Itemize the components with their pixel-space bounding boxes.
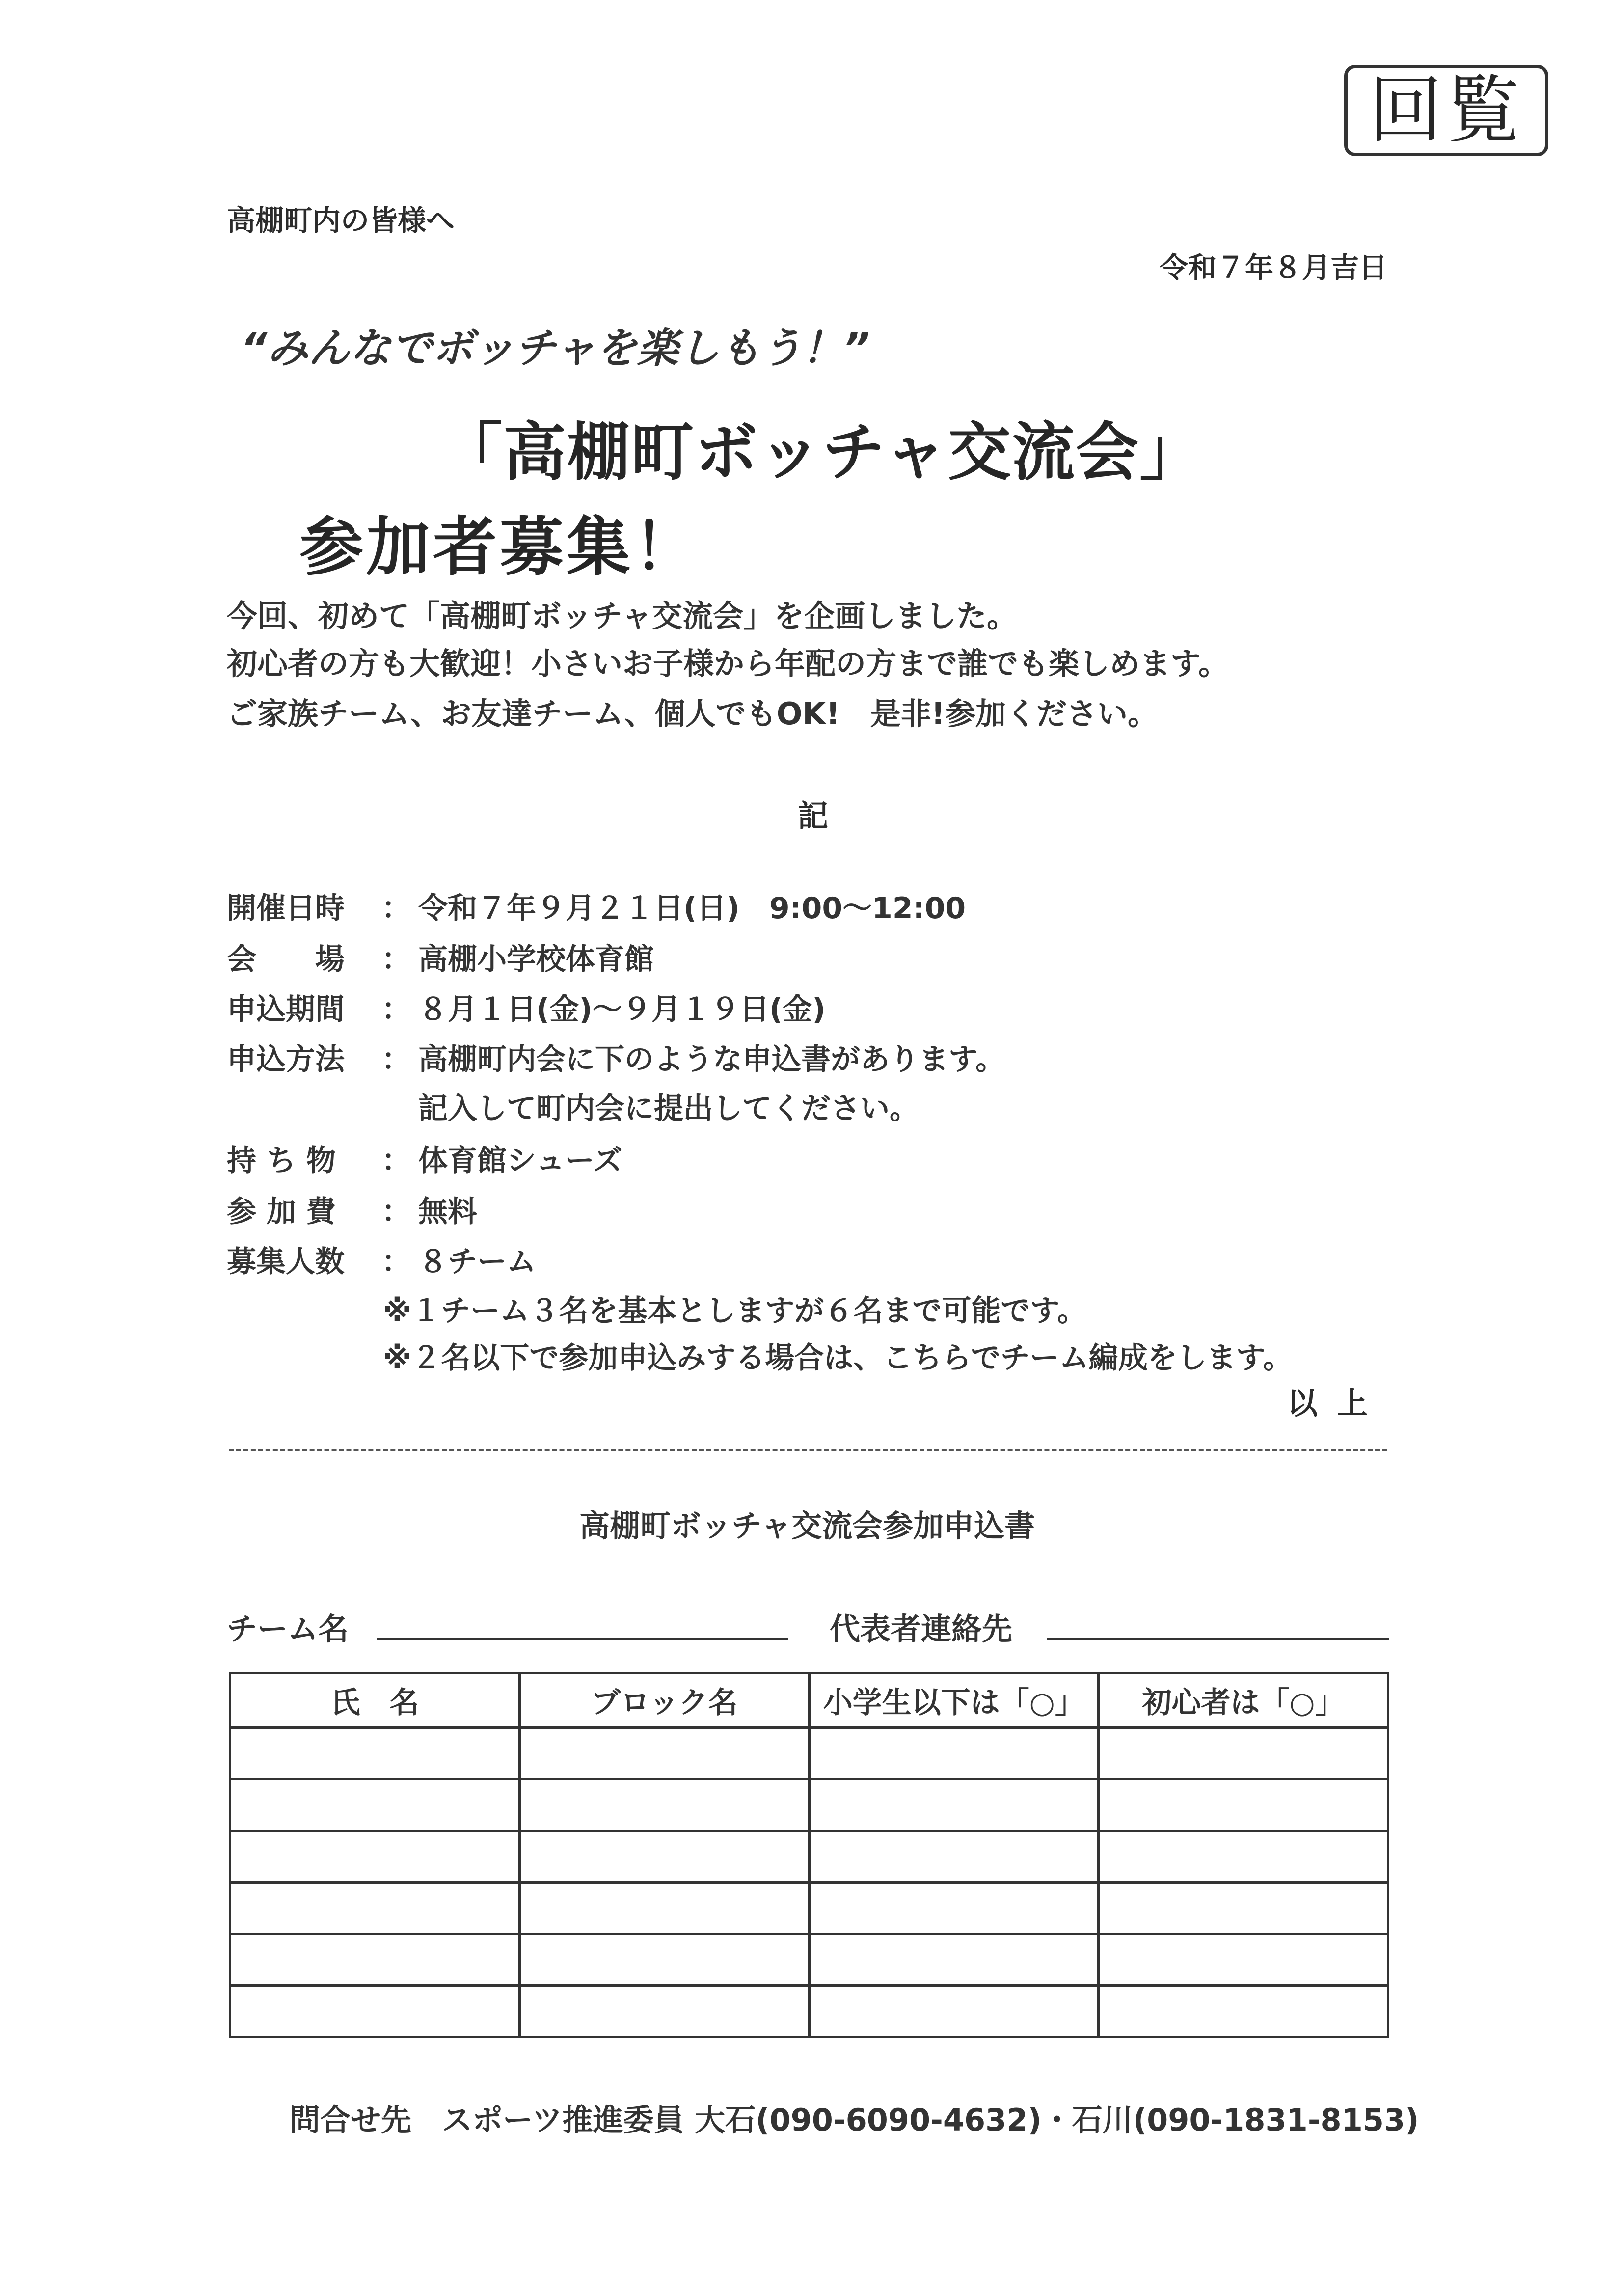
detail-items [227,1137,622,1179]
intro-line-2: 初心者の方も大歓迎！小さいお子様から年配の方まで誰でも楽しめます。 [227,646,1229,682]
recipient-line: 高棚町内の皆様へ [227,204,455,237]
table-cell[interactable] [230,1934,520,1986]
table-cell[interactable] [809,1986,1099,2037]
detail-label: 参 加 費 [227,1195,336,1229]
detail-method [227,1036,1005,1078]
table-cell[interactable] [519,1934,809,1986]
application-table [229,1672,1389,2038]
table-cell[interactable] [809,1779,1099,1831]
detail-fee [227,1188,477,1230]
detail-colon: ： [381,1144,411,1178]
table-cell[interactable] [230,1831,520,1883]
detail-label: 開催日時 [227,891,345,926]
table-cell[interactable] [1099,1728,1388,1779]
detail-value: 高棚町内会に下のような申込書があります。 [418,1042,1005,1077]
table-cell[interactable] [1099,1934,1388,1986]
issue-date: 令和７年８月吉日 [1159,251,1387,284]
ki-heading: 記 [798,798,829,834]
table-cell[interactable] [519,1883,809,1934]
table-header-row [230,1673,1388,1728]
event-title: 「高棚町ボッチャ交流会」 [439,416,1204,489]
detail-value: ８チーム [418,1245,536,1279]
detail-label: 募集人数 [227,1245,345,1279]
detail-value: 高棚小学校体育館 [418,942,654,977]
cut-line [229,1449,1387,1451]
catchphrase: “みんなでボッチャを楽しもう！” [241,324,870,372]
table-cell[interactable] [230,1728,520,1779]
table-cell[interactable] [1099,1883,1388,1934]
table-cell[interactable] [809,1831,1099,1883]
table-cell[interactable] [809,1883,1099,1934]
table-cell[interactable] [230,1883,520,1934]
table-cell[interactable] [230,1779,520,1831]
circulation-stamp: 回覧 [1344,65,1548,156]
representative-contact-label: 代表者連絡先 [830,1611,1013,1647]
note-line-1: ※１チーム３名を基本としますが６名まで可能です。 [383,1294,1087,1328]
column-header-elementary: 小学生以下は「○」 [809,1673,1099,1728]
table-row [230,1831,1388,1883]
table-cell[interactable] [519,1728,809,1779]
recruit-heading: 参加者募集！ [299,510,701,584]
note-line-2: ※２名以下で参加申込みする場合は、こちらでチーム編成をします。 [383,1341,1293,1375]
table-cell[interactable] [1099,1831,1388,1883]
table-cell[interactable] [809,1934,1099,1986]
table-cell[interactable] [519,1986,809,2037]
detail-colon: ： [381,891,411,926]
team-name-field[interactable] [377,1638,788,1640]
detail-value: 体育館シューズ [418,1144,622,1178]
detail-method-line-2: 記入して町内会に提出してください。 [418,1092,919,1126]
table-row [230,1934,1388,1986]
detail-value: ８月１日(金)～９月１９日(金) [418,992,826,1027]
table-cell[interactable] [519,1831,809,1883]
detail-colon: ： [381,992,411,1027]
table-row [230,1883,1388,1934]
table-row [230,1986,1388,2037]
table-cell[interactable] [230,1986,520,2037]
detail-label: 持 ち 物 [227,1144,336,1178]
team-name-label: チーム名 [227,1611,349,1647]
detail-capacity [227,1238,536,1281]
detail-label: 申込方法 [227,1042,345,1077]
column-header-name: 氏 名 [230,1673,520,1728]
table-cell[interactable] [1099,1779,1388,1831]
table-cell[interactable] [1099,1986,1388,2037]
intro-line-1: 今回、初めて「高棚町ボッチャ交流会」を企画しました。 [227,598,1018,634]
table-cell[interactable] [519,1779,809,1831]
detail-colon: ： [381,942,411,977]
detail-label: 申込期間 [227,992,345,1027]
closing-word: 以上 [1287,1385,1387,1421]
detail-value: 無料 [418,1195,477,1229]
table-row [230,1779,1388,1831]
detail-venue [227,936,654,978]
contact-info: 問合せ先 スポーツ推進委員 大石(090-6090-4632)・石川(090-1831-8153) [290,2102,1419,2138]
table-cell[interactable] [809,1728,1099,1779]
detail-value: 令和７年９月２１日(日) 9:00～12:00 [418,891,966,926]
form-title: 高棚町ボッチャ交流会参加申込書 [579,1508,1035,1544]
detail-colon: ： [381,1042,411,1077]
column-header-beginner: 初心者は「○」 [1099,1673,1388,1728]
column-header-block: ブロック名 [519,1673,809,1728]
detail-colon: ： [381,1245,411,1279]
table-row [230,1728,1388,1779]
representative-contact-field[interactable] [1047,1638,1389,1640]
detail-period [227,986,826,1028]
detail-label: 会 場 [227,942,345,977]
intro-line-3: ご家族チーム、お友達チーム、個人でもOK! 是非!参加ください。 [227,696,1159,732]
detail-colon: ： [381,1195,411,1229]
detail-datetime [227,885,966,927]
